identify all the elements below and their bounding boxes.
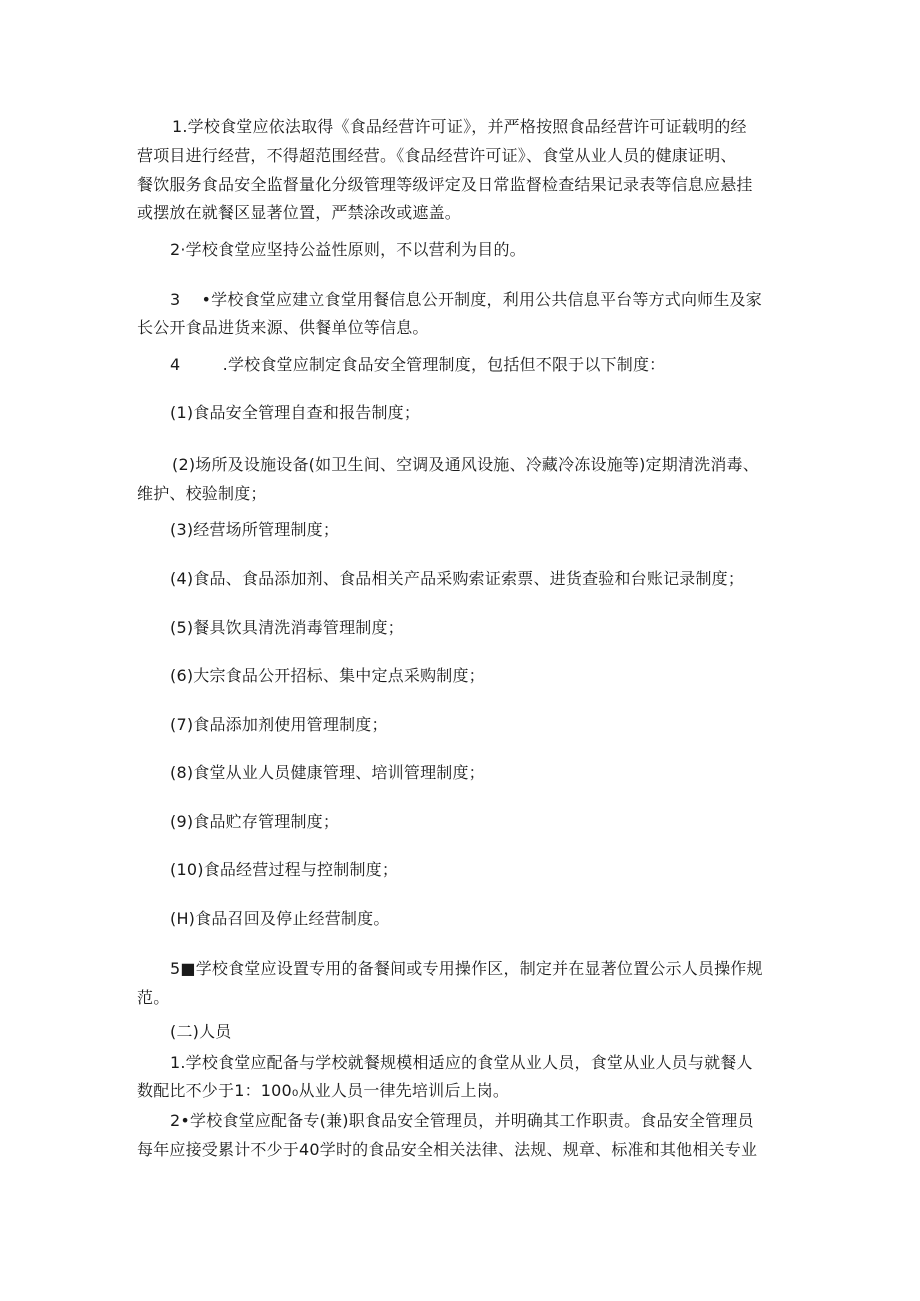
personnel-item-2-line-1: 2•学校食堂应配备专(兼)职食品安全管理员，并明确其工作职责。食品安全管理员 [170,1111,754,1130]
paragraph-1-line-3: 餐饮服务食品安全监督量化分级管理等级评定及日常监督检查结果记录表等信息应悬挂 [137,175,753,194]
list-item-4: (4)食品、食品添加剂、食品相关产品采购索证索票、进货查验和台账记录制度； [170,569,745,588]
list-item-2-line-2: 维护、校验制度； [137,484,267,503]
paragraph-5-line-1: 5■学校食堂应设置专用的备餐间或专用操作区，制定并在显著位置公示人员操作规 [170,959,763,978]
paragraph-1-line-2: 营项目进行经营，不得超范围经营。《食品经营许可证》、食堂从业人员的健康证明、 [137,146,737,165]
list-item-9: (9)食品贮存管理制度； [170,812,340,831]
paragraph-4: 4 .学校食堂应制定食品安全管理制度，包括但不限于以下制度： [170,355,666,374]
paragraph-2: 2·学校食堂应坚持公益性原则，不以营利为目的。 [170,240,526,259]
list-item-7: (7)食品添加剂使用管理制度； [170,715,388,734]
paragraph-3-line-2: 长公开食品进货来源、供餐单位等信息。 [137,318,429,337]
paragraph-3-line-1: 3 •学校食堂应建立食堂用餐信息公开制度，利用公共信息平台等方式向师生及家 [170,290,762,309]
paragraph-1-line-1: 1.学校食堂应依法取得《食品经营许可证》，并严格按照食品经营许可证载明的经 [172,117,747,136]
list-item-3: (3)经营场所管理制度； [170,520,340,539]
list-item-2-line-1: (2)场所及设施设备(如卫生间、空调及通风设施、冷藏冷冻设施等)定期清洗消毒、 [172,455,759,474]
list-item-6: (6)大宗食品公开招标、集中定点采购制度； [170,666,485,685]
personnel-item-1-line-1: 1.学校食堂应配备与学校就餐规模相适应的食堂从业人员，食堂从业人员与就餐人 [170,1053,753,1072]
list-item-10: (10)食品经营过程与控制制度； [170,860,399,879]
paragraph-1-line-4: 或摆放在就餐区显著位置，严禁涂改或遮盖。 [137,203,462,222]
section-heading-personnel: (二)人员 [170,1022,232,1041]
personnel-item-2-line-2: 每年应接受累计不少于40学时的食品安全相关法律、法规、规章、标准和其他相关专业 [137,1140,758,1159]
list-item-11: (H)食品召回及停止经营制度。 [170,909,390,928]
list-item-1: (1)食品安全管理自查和报告制度； [170,403,421,422]
personnel-item-1-line-2: 数配比不少于1：100₀从业人员一律先培训后上岗。 [137,1081,510,1100]
list-item-5: (5)餐具饮具清洗消毒管理制度； [170,618,404,637]
paragraph-5-line-2: 范。 [137,988,170,1007]
list-item-8: (8)食堂从业人员健康管理、培训管理制度； [170,763,485,782]
